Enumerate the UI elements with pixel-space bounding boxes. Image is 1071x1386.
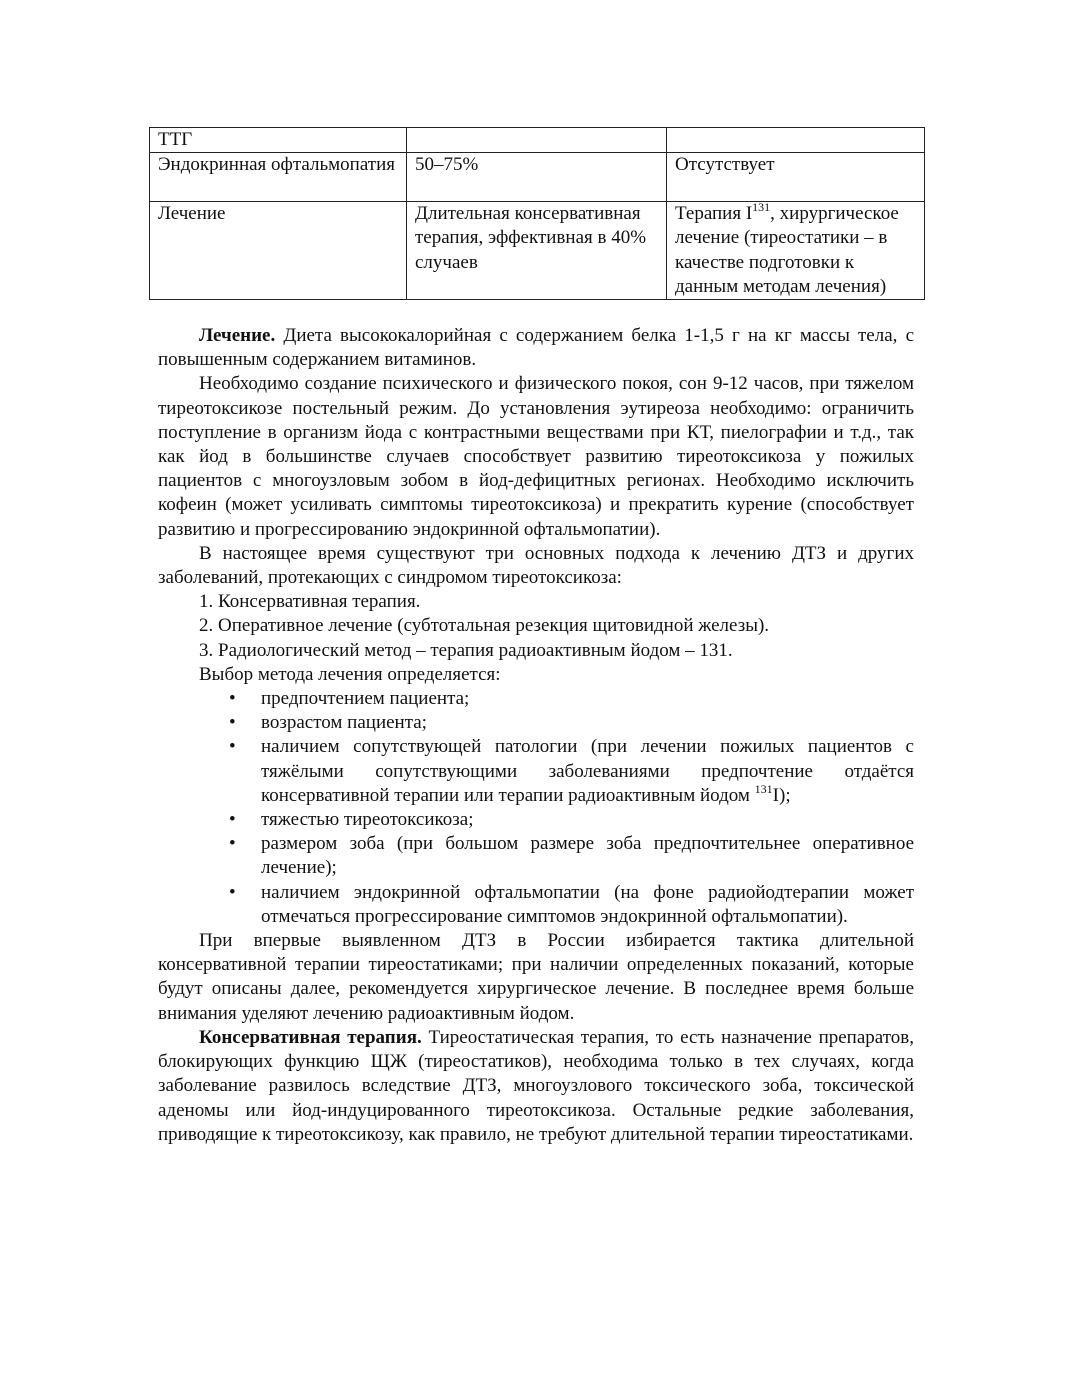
isotope-superscript: 131 xyxy=(752,200,771,215)
table-row xyxy=(150,153,925,202)
paragraph-regimen: Необходимо создание психического и физического покоя, сон 9-12 часов, при тяжелом тиреотоксикозе постельный режим. До установления эутиреоза необходимо: ограничить поступление в организм йода с контрастными веществами при КТ, пиелографии и т.д., так как йод в большинстве случаев способствует развитию тиреотоксикоза у пожилых пациентов с многоузловым зобом в йод-дефицитных регионах. Необходимо исключить кофеин (может усиливать симптомы тиреотоксикоза) и прекратить курение (способствует развитию и прогрессированию эндокринной офтальмопатии). xyxy=(158,373,914,540)
table-cell: Отсутствует xyxy=(667,153,925,202)
numbered-item: 3. Радиологический метод – терапия радиоактивным йодом – 131. xyxy=(199,639,733,661)
list-item: • размером зоба (при большом размере зоба предпочтительнее оперативное лечение); xyxy=(158,832,914,880)
therapy-rest: , хирургическое лечение (тиреостатики – в качестве подготовки к данным методам лечения) xyxy=(675,203,899,297)
isotope-superscript: 131 xyxy=(754,781,773,796)
table-cell: 50–75% xyxy=(407,153,667,202)
list-item: • предпочтением пациента; xyxy=(158,687,914,711)
paragraph-treatment xyxy=(158,324,914,372)
therapy-label: Терапия I xyxy=(675,203,753,225)
list-item-text: наличием сопутствующей патологии (при лечении пожилых пациентов с тяжёлыми сопутствующими заболеваниями предпочтение отдаётся консервативной терапии или терапии радиоактивным йодом xyxy=(261,736,914,806)
table-cell xyxy=(667,202,925,300)
paragraph-conservative xyxy=(158,1026,914,1147)
table-row xyxy=(150,128,925,153)
paragraph-text: Диета высококалорийная с содержанием белка 1-1,5 г на кг массы тела, с повышенным содержанием витаминов. xyxy=(158,325,914,371)
table-row xyxy=(150,202,925,300)
heading-conservative: Консервативная терапия. xyxy=(199,1026,422,1048)
heading-treatment: Лечение. xyxy=(199,325,276,346)
numbered-item: 2. Оперативное лечение (субтотальная резекция щитовидной железы). xyxy=(199,615,770,637)
list-item: • тяжестью тиреотоксикоза; xyxy=(158,808,914,832)
list-item xyxy=(158,735,914,808)
table-cell: Длительная консервативная терапия, эффективная в 40% случаев xyxy=(407,202,667,300)
paragraph-text: Тиреостатическая терапия, то есть назначение препаратов, блокирующих функцию ЩЖ (тиреостатиков), необходима только в тех случаях, когда заболевание развилось вследствие ДТЗ, многоузлового токсического зоба, токсической аденомы или йод-индуцированного тиреотоксикоза. Остальные редкие заболевания, приводящие к тиреотоксикозу, как правило, не требуют длительной терапии тиреостатиками. xyxy=(158,1026,914,1145)
numbered-item: 1. Консервативная терапия. xyxy=(199,591,421,613)
choice-intro: Выбор метода лечения определяется: xyxy=(199,663,501,685)
paragraph-approaches: В настоящее время существуют три основных подхода к лечению ДТЗ и других заболеваний, протекающих с синдромом тиреотоксикоза: xyxy=(158,542,914,589)
list-item: • возрастом пациента; xyxy=(158,711,914,735)
table-cell xyxy=(667,128,925,153)
bullet-list xyxy=(158,687,914,929)
paragraph-russia: При впервые выявленном ДТЗ в России избирается тактика длительной консервативной терапии тиреостатиками; при наличии определенных показаний, которые будут описаны далее, рекомендуется хирургическое лечение. В последнее время больше внимания уделяют лечению радиоактивным йодом. xyxy=(158,930,914,1024)
list-item-text: I); xyxy=(772,784,791,806)
table-cell xyxy=(407,128,667,153)
comparison-table xyxy=(149,127,925,300)
body-text xyxy=(158,324,914,1147)
table-cell: ТТГ xyxy=(150,128,407,153)
table-cell: Эндокринная офтальмопатия xyxy=(150,153,407,202)
list-item: • наличием эндокринной офтальмопатии (на фоне радиойодтерапии может отмечаться прогрессирование симптомов эндокринной офтальмопатии). xyxy=(158,881,914,929)
table-cell: Лечение xyxy=(150,202,407,300)
